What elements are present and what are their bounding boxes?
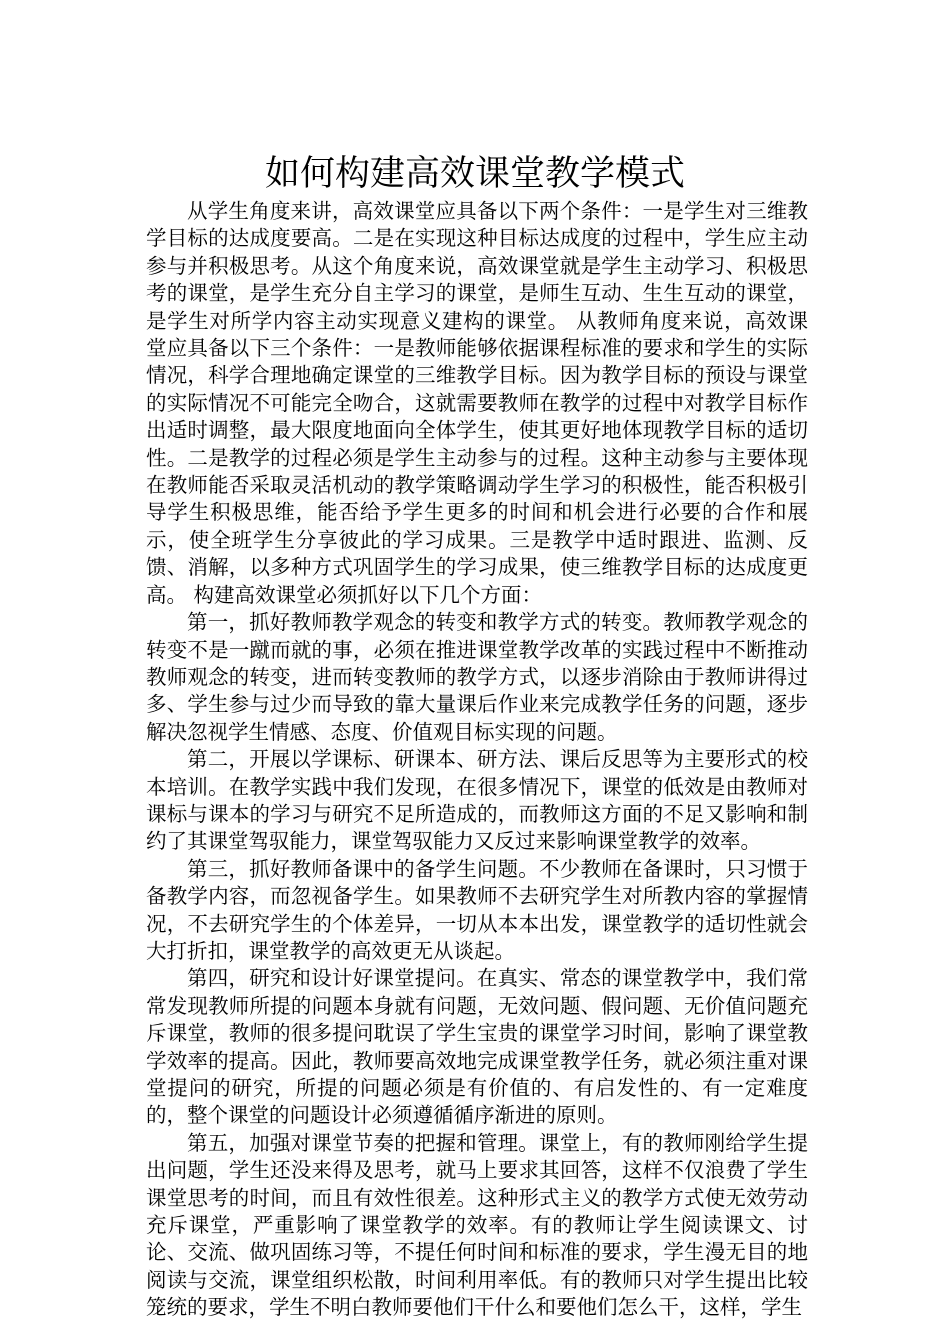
paragraph-point-4: 第四，研究和设计好课堂提问。在真实、常态的课堂教学中，我们常常发现教师所提的问题本身就有问题，无效问题、假问题、无价值问题充斥课堂，教师的很多提问耽误了学生宝贵的课堂学习时间，影响了课堂教学效率的提高。因此，教师要高效地完成课堂教学任务，就必须注重对课堂提问的研究，所提的问题必须是有价值的、有启发性的、有一定难度的，整个课堂的问题设计必须遵循循序渐进的原则。 [146,966,808,1128]
document-title: 如何构建高效课堂教学模式 [264,154,685,194]
document-body [146,198,808,1322]
paragraph-point-1: 第一，抓好教师教学观念的转变和教学方式的转变。教师教学观念的转变不是一蹴而就的事，必须在推进课堂教学改革的实践过程中不断推动教师观念的转变，进而转变教师的教学方式，以逐步消除由于教师讲得过多、学生参与过少而导致的靠大量课后作业来完成教学任务的问题，逐步解决忽视学生情感、态度、价值观目标实现的问题。 [146,610,808,744]
paragraph-point-2: 第二，开展以学课标、研课本、研方法、课后反思等为主要形式的校本培训。在教学实践中我们发现，在很多情况下，课堂的低效是由教师对课标与课本的学习与研究不足所造成的，而教师这方面的不足又影响和制约了其课堂驾驭能力，课堂驾驭能力又反过来影响课堂教学的效率。 [146,747,808,854]
paragraph-point-5: 第五，加强对课堂节奏的把握和管理。课堂上，有的教师刚给学生提出问题，学生还没来得及思考，就马上要求其回答，这样不仅浪费了学生课堂思考的时间，而且有效性很差。这种形式主义的教学方式使无效劳动充斥课堂，严重影响了课堂教学的效率。有的教师让学生阅读课文、讨论、交流、做巩固练习等，不提任何时间和标准的要求，学生漫无目的地阅读与交流，课堂组织松散，时间利用率低。有的教师只对学生提出比较笼统的要求，学生不明白教师要他们干什么和要他们怎么干，这样，学生 [146,1130,808,1320]
paragraph-intro: 从学生角度来讲，高效课堂应具备以下两个条件：一是学生对三维教学目标的达成度要高。二是在实现这种目标达成度的过程中，学生应主动参与并积极思考。从这个角度来说，高效课堂就是学生主动学习、积极思考的课堂，是学生充分自主学习的课堂，是师生互动、生生互动的课堂，是学生对所学内容主动实现意义建构的课堂。 从教师角度来说，高效课堂应具备以下三个条件：一是教师能够依据课程标准的要求和学生的实际情况，科学合理地确定课堂的三维教学目标。因为教学目标的预设与课堂的实际情况不可能完全吻合，这就需要教师在教学的过程中对教学目标作出适时调整，最大限度地面向全体学生，使其更好地体现教学目标的适切性。二是教学的过程必须是学生主动参与的过程。这种主动参与主要体现在教师能否采取灵活机动的教学策略调动学生学习的积极性，能否积极引导学生积极思维，能否给予学生更多的时间和机会进行必要的合作和展示，使全班学生分享彼此的学习成果。三是教学中适时跟进、监测、反馈、消解，以多种方式巩固学生的学习成果，使三维教学目标的达成度更高。 构建高效课堂必须抓好以下几个方面： [146,199,808,607]
paragraph-point-3: 第三，抓好教师备课中的备学生问题。不少教师在备课时，只习惯于备教学内容，而忽视备学生。如果教师不去研究学生对所教内容的掌握情况，不去研究学生的个体差异，一切从本本出发，课堂教学的适切性就会大打折扣，课堂教学的高效更无从谈起。 [146,856,808,963]
